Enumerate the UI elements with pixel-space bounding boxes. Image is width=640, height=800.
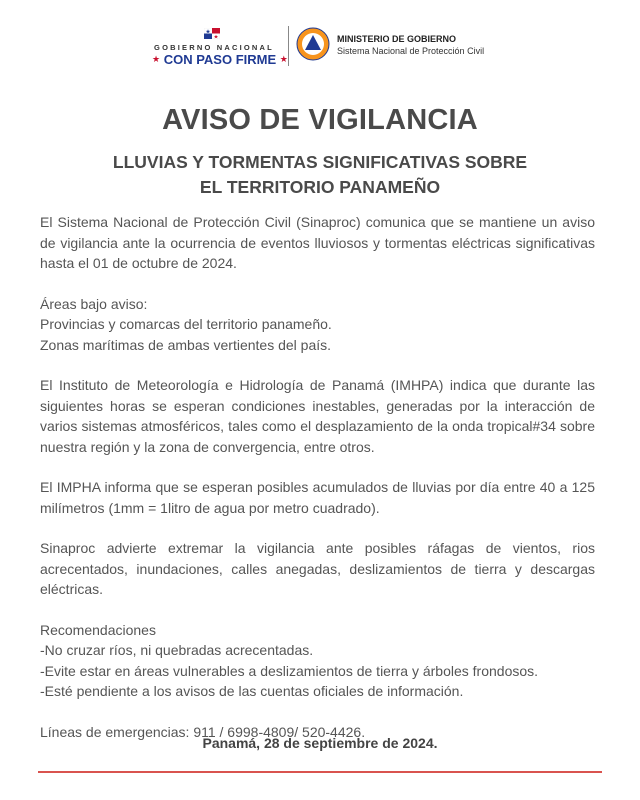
recommendations-section [40,620,595,702]
civil-protection-seal-icon [296,27,330,61]
government-slogan [152,52,288,67]
gobierno-nacional-text: GOBIERNO NACIONAL [154,43,274,52]
ministry-title: MINISTERIO DE GOBIERNO [337,34,457,44]
areas-item: Zonas marítimas de ambas vertientes del país. [40,336,332,353]
areas-heading: Áreas bajo aviso: [40,295,148,312]
star-icon: ★ [152,54,161,64]
ministry-subtitle: Sistema Nacional de Protección Civil [337,46,485,56]
header-divider [288,26,289,66]
recommendation-item: -No cruzar ríos, ni quebradas acrecentadas. [40,642,314,658]
subtitle-line-1: LLUVIAS Y TORMENTAS SIGNIFICATIVAS SOBRE [112,152,528,172]
emergency-lines: Líneas de emergencias: 911 / 6998-4809/ 520-4426. [40,723,366,740]
header [0,24,640,68]
recommendations-heading: Recomendaciones [40,621,156,638]
star-icon: ★ [279,54,288,64]
imhpa-paragraph: El Instituto de Meteorología e Hidrología de Panamá (IMHPA) indica que durante las siguientes horas se esperan condiciones inestables, generadas por la interacción de varios sistemas atmosféricos, tales como el desplazamiento de la onda tropical#34 sobre nuestra región y la zona de convergencia, entre otros. [40,377,595,455]
notice-body [40,212,595,762]
page-title: AVISO DE VIGILANCIA [162,104,478,136]
slogan-text: CON PASO FIRME [163,52,277,67]
recommendation-item: -Evite estar en áreas vulnerables a deslizamientos de tierra y árboles frondosos. [40,662,539,679]
recommendation-item: -Esté pendiente a los avisos de las cuentas oficiales de información. [40,683,464,699]
areas-item: Provincias y comarcas del territorio panameño. [40,316,332,332]
intro-paragraph: El Sistema Nacional de Protección Civil (Sinaproc) comunica que se mantiene un aviso de vigilancia ante la ocurrencia de eventos lluviosos y tormentas eléctricas significativas hasta el 01 de octubre de 2024. [40,214,595,271]
warning-paragraph: Sinaproc advierte extremar la vigilancia ante posibles ráfagas de vientos, rios acrecentados, inundaciones, calles anegadas, deslizamientos de tierra y descargas eléctricas. [40,540,595,597]
bottom-divider [38,771,602,773]
subtitle-line-2: EL TERRITORIO PANAMEÑO [199,177,441,197]
accumulation-paragraph: El IMPHA informa que se esperan posibles acumulados de lluvias por día entre 40 a 125 milímetros (1mm = 1litro de agua por metro cuadrado). [40,479,595,516]
signoff-date: Panamá, 28 de septiembre de 2024. [202,735,438,751]
page-subtitle [60,150,580,200]
areas-section [40,294,595,356]
panama-flag-icon [204,28,220,39]
